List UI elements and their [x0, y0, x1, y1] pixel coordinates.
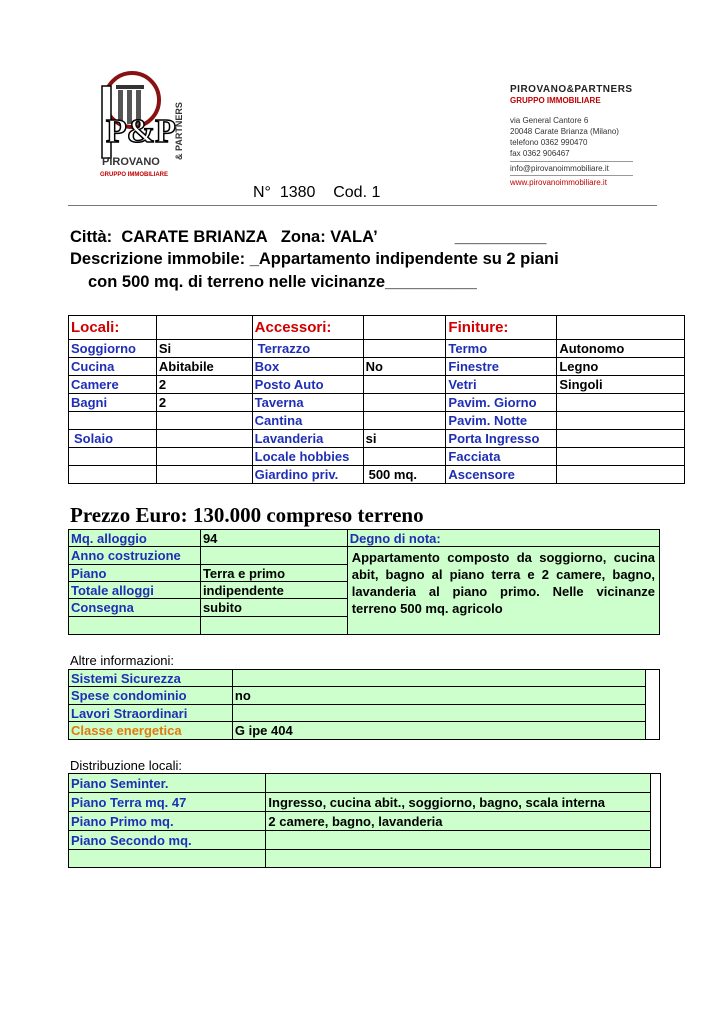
phone: telefono 0362 990470: [510, 138, 588, 147]
energy-class-label: Classe energetica: [69, 722, 233, 740]
distribution-label: Distribuzione locali:: [70, 758, 182, 773]
header-divider: [68, 205, 657, 206]
table-row: Camere 2 Posto Auto Vetri Singoli: [69, 376, 685, 394]
agency-contact: [510, 84, 633, 188]
city-zone-line: Città: CARATE BRIANZA Zona: VALA’ __________: [70, 228, 547, 246]
svg-text:GRUPPO IMMOBILIARE: GRUPPO IMMOBILIARE: [100, 172, 169, 178]
table-row: Locale hobbies Facciata: [69, 448, 685, 466]
features-table: [68, 315, 685, 484]
header-finiture: Finiture:: [446, 316, 557, 340]
reference-number: N° 1380 Cod. 1: [253, 184, 381, 201]
table-row: Bagni 2 Taverna Pavim. Giorno: [69, 394, 685, 412]
svg-text:P&P: P&P: [106, 113, 176, 150]
note-text: Appartamento composto da soggiorno, cucina abit, bagno al piano terra e 2 camere, bagno, lavanderia al piano primo. Nelle vicinanze terreno 500 mq. agricolo: [347, 547, 659, 635]
agency-name: PIROVANO&PARTNERS: [510, 84, 633, 95]
price-title: Prezzo Euro: 130.000 compreso terreno: [70, 503, 424, 527]
agency-group: GRUPPO IMMOBILIARE: [510, 96, 601, 105]
table-row: Soggiorno Si Terrazzo Termo Autonomo: [69, 340, 685, 358]
energy-class-value: G ipe 404: [232, 722, 645, 740]
description-line-1: Descrizione immobile: _Appartamento indipendente su 2 piani: [70, 250, 559, 268]
table-row: Cantina Pavim. Notte: [69, 412, 685, 430]
address-line-2: 20048 Carate Brianza (Milano): [510, 127, 619, 136]
header-locali: Locali:: [69, 316, 157, 340]
description-line-2: con 500 mq. di terreno nelle vicinanze__________: [88, 273, 477, 291]
distribution-table: Piano Seminter. Piano Terra mq. 47 Ingresso, cucina abit., soggiorno, bagno, scala interna Piano Primo mq. 2 camere, bagno, lavanderia Piano Secondo mq.: [68, 773, 661, 868]
email[interactable]: info@pirovanoimmobiliare.it: [510, 161, 633, 174]
table-row: Cucina Abitabile Box No Finestre Legno: [69, 358, 685, 376]
fax: fax 0362 906467: [510, 149, 570, 158]
note-label: Degno di nota:: [347, 530, 659, 547]
svg-text:& PARTNERS: & PARTNERS: [174, 102, 184, 160]
address-line-1: via General Cantore 6: [510, 116, 589, 125]
table-row: Giardino priv. 500 mq. Ascensore: [69, 466, 685, 484]
agency-logo: [96, 70, 191, 178]
website-link[interactable]: www.pirovanoimmobiliare.it: [510, 175, 633, 188]
svg-text:PIROVANO: PIROVANO: [102, 156, 160, 168]
header-accessori: Accessori:: [252, 316, 363, 340]
price-table: Mq. alloggio 94 Degno di nota: Anno costruzione Appartamento composto da soggiorno, cucina abit, bagno al piano terra e 2 camere, bagno, lavanderia al piano primo. Nelle vicinanze terreno 500 mq. agricolo Piano Terra e primo Totale alloggi indipendente Consegna subito: [68, 529, 660, 635]
table-row: Solaio Lavanderia si Porta Ingresso: [69, 430, 685, 448]
other-info-table: Sistemi Sicurezza Spese condominio no Lavori Straordinari Classe energetica G ipe 404: [68, 669, 660, 740]
other-info-label: Altre informazioni:: [70, 653, 175, 668]
